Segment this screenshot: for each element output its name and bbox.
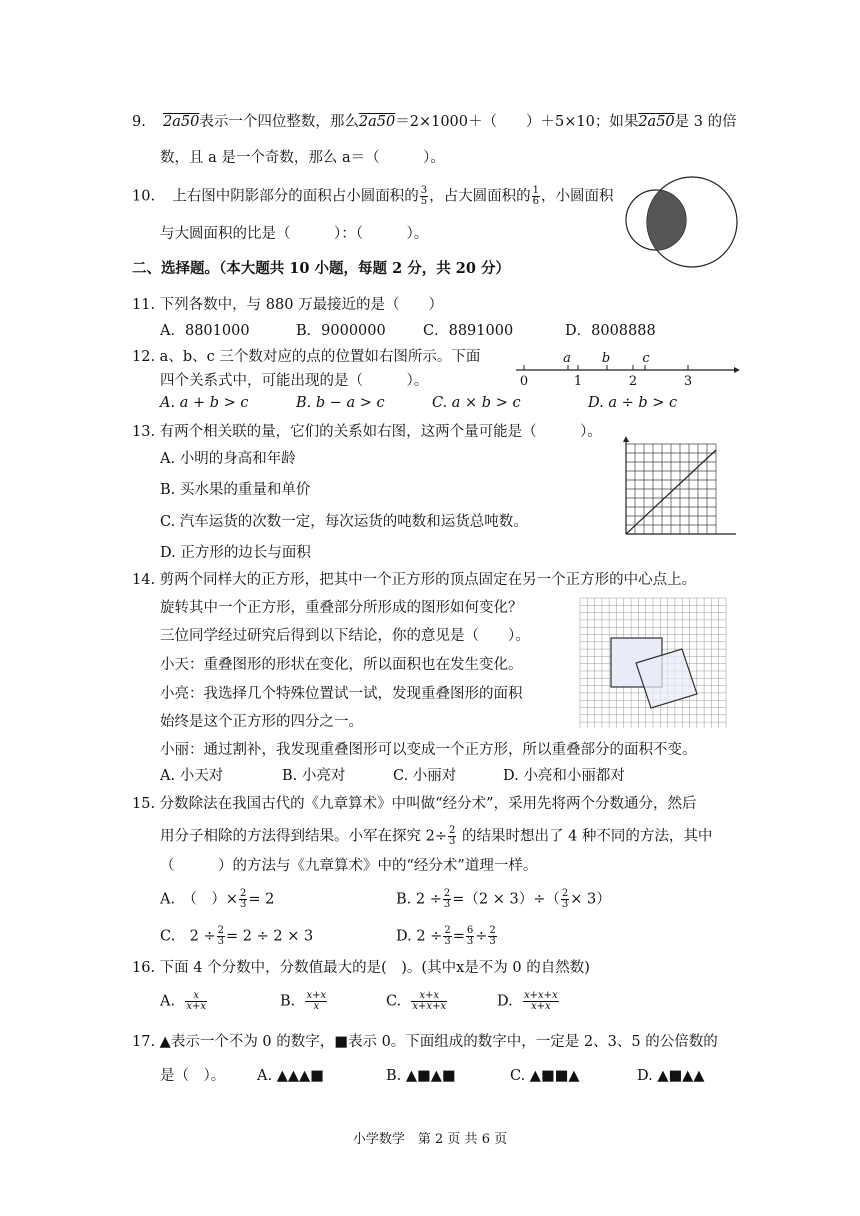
rotated-squares-figure	[578, 596, 728, 730]
q9-text: ＝2×1000＋（ ）＋5×10；如果	[395, 114, 639, 130]
q17-option-a[interactable]: A. ▲▲▲■	[257, 1068, 324, 1084]
number-line-figure	[512, 348, 742, 388]
proportion-grid-figure	[618, 436, 738, 541]
q11-option-c[interactable]: C．8891000	[423, 323, 514, 339]
q15-stem-line1: 15. 分数除法在我国古代的《九章算术》中叫做“经分术”，采用先将两个分数通分，然后	[132, 796, 697, 812]
q14-stem-line2: 旋转其中一个正方形，重叠部分所形成的图形如何变化？	[160, 600, 523, 616]
q12-option-c[interactable]: C. a × b > c	[432, 395, 521, 411]
y-axis-arrow	[623, 436, 629, 442]
point-label-b: b	[601, 351, 611, 366]
q14-statement-liang-cont: 始终是这个正方形的四分之一。	[160, 714, 363, 730]
q9-number: 9.	[132, 114, 146, 130]
q12-option-d[interactable]: D. a ÷ b > c	[588, 395, 678, 411]
q13-option-a[interactable]: A. 小明的身高和年龄	[160, 451, 296, 467]
arrow-head	[734, 367, 740, 373]
q9-line2: 数，且 a 是一个奇数，那么 a＝（ ）。	[160, 150, 445, 166]
q11-stem: 11. 下列各数中，与 880 万最接近的是（ ）	[132, 297, 444, 313]
q14-statement-tian: 小天：重叠图形的形状在变化，所以面积也在发生变化。	[160, 657, 523, 673]
page-footer: 小学数学 第 2 页 共 6 页	[352, 1132, 508, 1147]
section-heading: 二、选择题。（本大题共 10 小题，每题 2 分，共 20 分）	[132, 260, 510, 277]
q11-option-b[interactable]: B．9000000	[296, 323, 386, 339]
q14-statement-li: 小丽：通过割补，我发现重叠图形可以变成一个正方形，所以重叠部分的面积不变。	[160, 742, 697, 758]
q17-stem: 17. ▲表示一个不为 0 的数字，■表示 0。下面组成的数字中，一定是 2、3、5 的公倍数的	[132, 1034, 718, 1050]
q12-stem-line1: 12. a、b、c 三个数对应的点的位置如右图所示。下面	[132, 349, 481, 365]
tick-label-1: 1	[573, 374, 583, 388]
q11-option-d[interactable]: D．8008888	[565, 323, 656, 339]
q12-stem-line2: 四个关系式中，可能出现的是（ ）。	[160, 373, 429, 389]
q15-option-c[interactable]: C. 2 ÷ $\frac{2}{3}$ = 2 ÷ 2 × 3	[160, 925, 314, 947]
venn-circles-figure	[614, 172, 744, 272]
q15-option-d[interactable]: D. 2 ÷ $\frac{2}{3}$ = $\frac{6}{3}$ ÷ $\frac{2}{3}$	[396, 925, 496, 947]
q13-option-c[interactable]: C. 汽车运货的次数一定，每次运货的吨数和运货总吨数。	[160, 514, 528, 530]
q13-stem: 13. 有两个相关联的量，它们的关系如右图，这两个量可能是（ ）。	[132, 424, 602, 440]
q14-option-a[interactable]: A. 小天对	[160, 768, 224, 784]
q10-fraction: $\frac{1}{6}$	[532, 185, 540, 207]
q11-option-a[interactable]: A．8801000	[160, 323, 250, 339]
q17-option-b[interactable]: B. ▲■▲■	[386, 1068, 456, 1084]
q17-option-c[interactable]: C. ▲■■▲	[510, 1068, 580, 1084]
q12-option-b[interactable]: B. b − a > c	[296, 395, 385, 411]
q14-option-b[interactable]: B. 小亮对	[282, 768, 346, 784]
q12-option-a[interactable]: A. a + b > c	[160, 395, 249, 411]
q17-option-d[interactable]: D. ▲■▲▲	[637, 1068, 705, 1084]
q15-text: 的结果时想出了 4 种不同的方法，其中	[457, 828, 713, 845]
q16-option-a[interactable]: A. $\frac{x}{x+x}$	[160, 990, 206, 1012]
tick-label-3: 3	[683, 374, 693, 388]
q15-fraction: $\frac{2}{3}$	[448, 825, 456, 847]
q16-option-c[interactable]: C. $\frac{x+x}{x+x+x}$	[386, 990, 447, 1012]
q10-text: ，占大圆面积的	[429, 188, 531, 205]
q10-number: 10.	[132, 188, 156, 205]
q9-overline-number: 2a50	[358, 114, 396, 130]
q16-option-d[interactable]: D. $\frac{x+x+x}{x+x}$	[497, 990, 558, 1012]
q10-line2: 与大圆面积的比是（ ）：（ ）。	[160, 226, 429, 242]
q10-text: 上右图中阴影部分的面积占小圆面积的	[172, 188, 419, 205]
q17-stem-prefix: 是（ ）。	[160, 1068, 226, 1084]
q15-stem-line3: （ ）的方法与《九章算术》中的“经分术”道理一样。	[160, 858, 538, 874]
q15-option-b[interactable]: B. 2 ÷ $\frac{2}{3}$ =（2 × 3）÷（ $\frac{2}{3}$ × 3）	[396, 888, 611, 910]
q14-stem-line3: 三位同学经过研究后得到以下结论，你的意见是（ ）。	[160, 628, 530, 644]
q9-overline-number: 2a50	[638, 114, 675, 130]
q14-option-c[interactable]: C. 小丽对	[393, 768, 457, 784]
tick-label-0: 0	[519, 374, 529, 388]
point-label-a: a	[563, 351, 571, 366]
q16-stem: 16. 下面 4 个分数中，分数值最大的是( )。(其中x是不为 0 的自然数)	[132, 960, 590, 976]
q9-overline-number: 2a50	[163, 114, 200, 130]
q14-option-d[interactable]: D. 小亮和小丽都对	[503, 768, 625, 784]
point-label-c: c	[642, 351, 650, 366]
q13-option-d[interactable]: D. 正方形的边长与面积	[160, 545, 311, 561]
q10-fraction: $\frac{3}{5}$	[420, 185, 428, 207]
q15-text: 用分子相除的方法得到结果。小军在探究 2÷	[160, 828, 447, 845]
q9-line1	[132, 113, 737, 131]
q9-text: 是 3 的倍	[674, 114, 737, 130]
q9-text: 表示一个四位整数，那么	[199, 114, 359, 130]
q14-statement-liang: 小亮：我选择几个特殊位置试一试，发现重叠图形的面积	[160, 686, 523, 702]
q10-text: ，小圆面积	[541, 188, 614, 205]
q16-option-b[interactable]: B. $\frac{x+x}{x}$	[280, 990, 327, 1012]
q14-stem-line1: 14. 剪两个同样大的正方形，把其中一个正方形的顶点固定在另一个正方形的中心点上。	[132, 572, 697, 588]
q10-line1	[132, 186, 614, 207]
q15-option-a[interactable]: A. （ ）× $\frac{2}{3}$ = 2	[160, 888, 275, 910]
q13-option-b[interactable]: B. 买水果的重量和单价	[160, 482, 311, 498]
q15-stem-line2	[160, 826, 712, 847]
tick-label-2: 2	[628, 374, 638, 388]
